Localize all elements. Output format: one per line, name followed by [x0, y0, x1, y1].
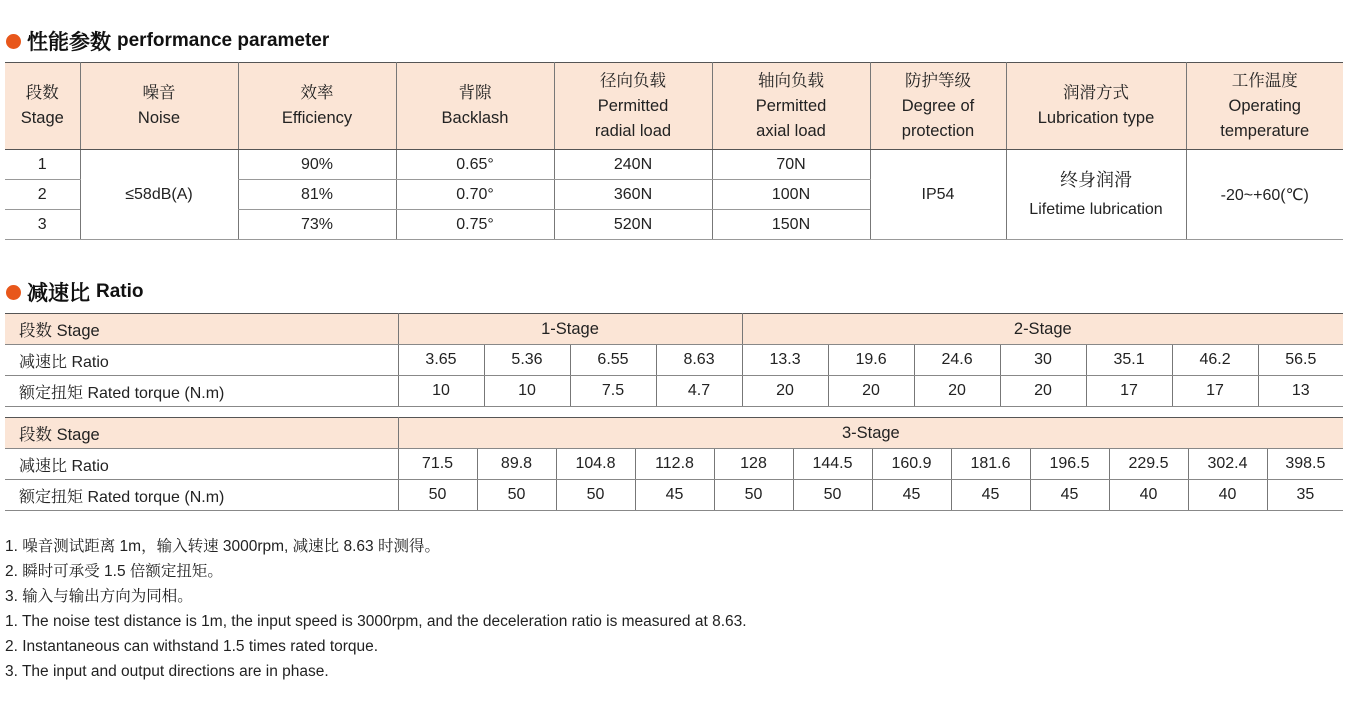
ratio-value-cell: 24.6: [914, 345, 1000, 376]
torque-row: [5, 376, 1343, 407]
radial-load-cell: 520N: [554, 210, 712, 240]
torque-value-cell: 17: [1172, 376, 1258, 407]
torque-value-cell: 50: [398, 480, 477, 511]
torque-value-cell: 20: [742, 376, 828, 407]
backlash-cell: 0.75°: [396, 210, 554, 240]
note-line: 1. 噪音测试距离 1m，输入转速 3000rpm, 减速比 8.63 时测得。: [5, 538, 440, 555]
axial-load-cell: 70N: [712, 150, 870, 180]
header-stage: 段数 Stage: [5, 63, 80, 150]
ratio-value-cell: 46.2: [1172, 345, 1258, 376]
ratio-heading-en: Ratio: [96, 281, 144, 302]
stage-cell: 1: [5, 150, 80, 180]
ratio-value-cell: 3.65: [398, 345, 484, 376]
torque-value-cell: 10: [398, 376, 484, 407]
torque-value-cell: 20: [828, 376, 914, 407]
torque-value-cell: 45: [872, 480, 951, 511]
ratio-value-cell: 6.55: [570, 345, 656, 376]
ratio-value-cell: 30: [1000, 345, 1086, 376]
performance-heading-cn: 性能参数: [27, 31, 111, 54]
ratio-heading: [6, 277, 144, 307]
ratio-row: [5, 345, 1343, 376]
performance-heading-en: performance parameter: [117, 30, 330, 51]
header-radial-load: 径向负载 Permitted radial load: [554, 63, 712, 150]
stage-3-header: 3-Stage: [398, 418, 1343, 449]
bullet-dot-icon: [6, 285, 21, 300]
note-line: 2. 瞬时可承受 1.5 倍额定扭矩。: [5, 563, 223, 580]
ratio-value-cell: 144.5: [793, 449, 872, 480]
torque-value-cell: 13: [1258, 376, 1343, 407]
note-line: 2. Instantaneous can withstand 1.5 times rated torque.: [5, 638, 379, 655]
torque-value-cell: 7.5: [570, 376, 656, 407]
ratio-value-cell: 104.8: [556, 449, 635, 480]
stage-cell: 3: [5, 210, 80, 240]
notes-list: [5, 534, 747, 684]
lubrication-en: Lifetime lubrication: [1029, 200, 1163, 218]
torque-row: [5, 480, 1343, 511]
note-line: 3. 输入与输出方向为同相。: [5, 588, 193, 605]
header-axial-load: 轴向负载 Permitted axial load: [712, 63, 870, 150]
ratio-value-cell: 196.5: [1030, 449, 1109, 480]
torque-value-cell: 40: [1188, 480, 1267, 511]
header-efficiency: 效率 Efficiency: [238, 63, 396, 150]
header-backlash: 背隙 Backlash: [396, 63, 554, 150]
radial-load-cell: 360N: [554, 180, 712, 210]
torque-value-cell: 20: [914, 376, 1000, 407]
performance-heading: [6, 26, 329, 56]
torque-value-cell: 50: [793, 480, 872, 511]
stage-label: 段数 Stage: [5, 418, 398, 449]
torque-value-cell: 45: [951, 480, 1030, 511]
bullet-dot-icon: [6, 34, 21, 49]
ratio-label: 减速比 Ratio: [5, 449, 398, 480]
ratio-value-cell: 112.8: [635, 449, 714, 480]
ratio-table-1-2-stage: [5, 313, 1343, 407]
stage-header-row: [5, 314, 1343, 345]
note-line: 3. The input and output directions are in phase.: [5, 663, 329, 680]
ratio-value-cell: 71.5: [398, 449, 477, 480]
ratio-value-cell: 56.5: [1258, 345, 1343, 376]
efficiency-cell: 90%: [238, 150, 396, 180]
axial-load-cell: 100N: [712, 180, 870, 210]
performance-header-row: [5, 63, 1343, 150]
ratio-value-cell: 181.6: [951, 449, 1030, 480]
radial-load-cell: 240N: [554, 150, 712, 180]
ratio-value-cell: 229.5: [1109, 449, 1188, 480]
header-lubrication: 润滑方式 Lubrication type: [1006, 63, 1186, 150]
torque-value-cell: 40: [1109, 480, 1188, 511]
ratio-value-cell: 89.8: [477, 449, 556, 480]
torque-value-cell: 50: [714, 480, 793, 511]
torque-value-cell: 50: [477, 480, 556, 511]
torque-value-cell: 45: [635, 480, 714, 511]
header-temperature: 工作温度 Operating temperature: [1186, 63, 1343, 150]
axial-load-cell: 150N: [712, 210, 870, 240]
torque-label: 额定扭矩 Rated torque (N.m): [5, 376, 398, 407]
torque-label: 额定扭矩 Rated torque (N.m): [5, 480, 398, 511]
ratio-value-cell: 8.63: [656, 345, 742, 376]
torque-value-cell: 45: [1030, 480, 1109, 511]
stage-header-row: [5, 418, 1343, 449]
ratio-table-3-stage: [5, 417, 1343, 511]
backlash-cell: 0.65°: [396, 150, 554, 180]
efficiency-cell: 73%: [238, 210, 396, 240]
backlash-cell: 0.70°: [396, 180, 554, 210]
header-noise: 噪音 Noise: [80, 63, 238, 150]
ratio-value-cell: 5.36: [484, 345, 570, 376]
table-row: [5, 150, 1343, 180]
ratio-row: [5, 449, 1343, 480]
torque-value-cell: 50: [556, 480, 635, 511]
torque-value-cell: 20: [1000, 376, 1086, 407]
efficiency-cell: 81%: [238, 180, 396, 210]
ratio-value-cell: 302.4: [1188, 449, 1267, 480]
performance-table: [5, 62, 1343, 240]
stage-2-header: 2-Stage: [742, 314, 1343, 345]
stage-cell: 2: [5, 180, 80, 210]
ratio-value-cell: 35.1: [1086, 345, 1172, 376]
ratio-value-cell: 128: [714, 449, 793, 480]
lubrication-cn: 终身润滑: [1060, 169, 1132, 190]
stage-label: 段数 Stage: [5, 314, 398, 345]
note-line: 1. The noise test distance is 1m, the input speed is 3000rpm, and the deceleration ratio is measured at 8.63.: [5, 613, 747, 630]
temperature-cell: -20~+60(℃): [1186, 150, 1343, 240]
ratio-value-cell: 398.5: [1267, 449, 1343, 480]
ratio-value-cell: 19.6: [828, 345, 914, 376]
ratio-value-cell: 160.9: [872, 449, 951, 480]
torque-value-cell: 4.7: [656, 376, 742, 407]
torque-value-cell: 17: [1086, 376, 1172, 407]
stage-1-header: 1-Stage: [398, 314, 742, 345]
header-protection: 防护等级 Degree of protection: [870, 63, 1006, 150]
torque-value-cell: 10: [484, 376, 570, 407]
ratio-value-cell: 13.3: [742, 345, 828, 376]
lubrication-cell: [1006, 150, 1186, 240]
torque-value-cell: 35: [1267, 480, 1343, 511]
ratio-heading-cn: 减速比: [27, 282, 90, 305]
noise-cell: ≤58dB(A): [80, 150, 238, 240]
protection-cell: IP54: [870, 150, 1006, 240]
ratio-label: 减速比 Ratio: [5, 345, 398, 376]
